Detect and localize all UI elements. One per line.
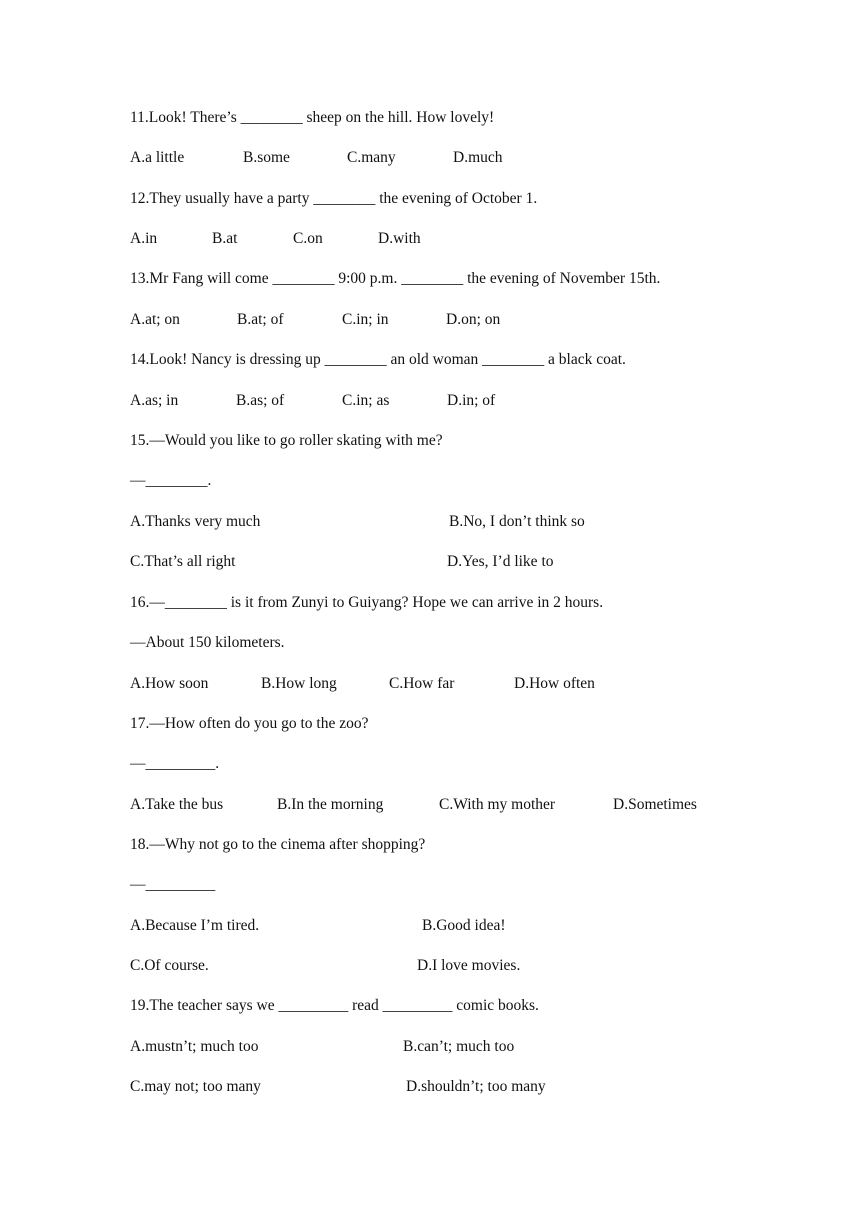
option-c: C.in; as: [342, 392, 390, 409]
option-a: A.at; on: [130, 311, 180, 328]
question-17-stem: 17.—How often do you go to the zoo?: [130, 715, 369, 732]
option-b: B.can’t; much too: [403, 1038, 515, 1055]
option-a: A.as; in: [130, 392, 179, 409]
option-d: D.much: [453, 149, 503, 166]
option-d: D.in; of: [447, 392, 496, 409]
option-c: C.on: [293, 230, 323, 247]
option-c: C.With my mother: [439, 796, 556, 813]
question-16-stem: 16.—________ is it from Zunyi to Guiyang? Hope we can arrive in 2 hours.: [130, 594, 604, 611]
question-16-reply: —About 150 kilometers.: [130, 634, 285, 651]
option-b: B.at; of: [237, 311, 284, 328]
option-b: B.How long: [261, 675, 337, 692]
option-b: B.at: [212, 230, 238, 247]
option-d: D.How often: [514, 675, 595, 692]
option-d: D.Sometimes: [613, 796, 697, 813]
option-b: B.some: [243, 149, 290, 166]
question-18-stem: 18.—Why not go to the cinema after shopping?: [130, 836, 426, 853]
option-a: A.Because I’m tired.: [130, 917, 260, 934]
option-b: B.In the morning: [277, 796, 384, 813]
option-a: A.Take the bus: [130, 796, 224, 813]
option-c: C.That’s all right: [130, 553, 236, 570]
option-a: A.in: [130, 230, 158, 247]
option-d: D.Yes, I’d like to: [447, 553, 554, 570]
option-b: B.No, I don’t think so: [449, 513, 585, 530]
option-d: D.with: [378, 230, 421, 247]
option-c: C.may not; too many: [130, 1078, 261, 1095]
question-17-reply: —_________.: [130, 755, 220, 772]
question-15-reply: —________.: [130, 472, 212, 489]
option-c: C.How far: [389, 675, 455, 692]
question-19-options-row-2: [130, 1077, 546, 1137]
question-13-stem: 13.Mr Fang will come ________ 9:00 p.m. ________ the evening of November 15th.: [130, 270, 661, 287]
option-a: A.Thanks very much: [130, 513, 261, 530]
option-d: D.on; on: [446, 311, 501, 328]
option-b: B.Good idea!: [422, 917, 506, 934]
question-18-reply: —_________: [130, 876, 216, 893]
question-12-stem: 12.They usually have a party ________ the evening of October 1.: [130, 190, 538, 207]
option-b: B.as; of: [236, 392, 285, 409]
option-c: C.Of course.: [130, 957, 209, 974]
option-a: A.How soon: [130, 675, 209, 692]
option-a: A.a little: [130, 149, 185, 166]
question-11-stem: 11.Look! There’s ________ sheep on the hill. How lovely!: [130, 109, 495, 126]
option-a: A.mustn’t; much too: [130, 1038, 259, 1055]
option-d: D.I love movies.: [417, 957, 521, 974]
option-d: D.shouldn’t; too many: [406, 1078, 546, 1095]
question-19-stem: 19.The teacher says we _________ read _________ comic books.: [130, 997, 539, 1014]
question-15-stem: 15.—Would you like to go roller skating with me?: [130, 432, 443, 449]
question-14-stem: 14.Look! Nancy is dressing up ________ an old woman ________ a black coat.: [130, 351, 626, 368]
option-c: C.many: [347, 149, 396, 166]
option-c: C.in; in: [342, 311, 389, 328]
